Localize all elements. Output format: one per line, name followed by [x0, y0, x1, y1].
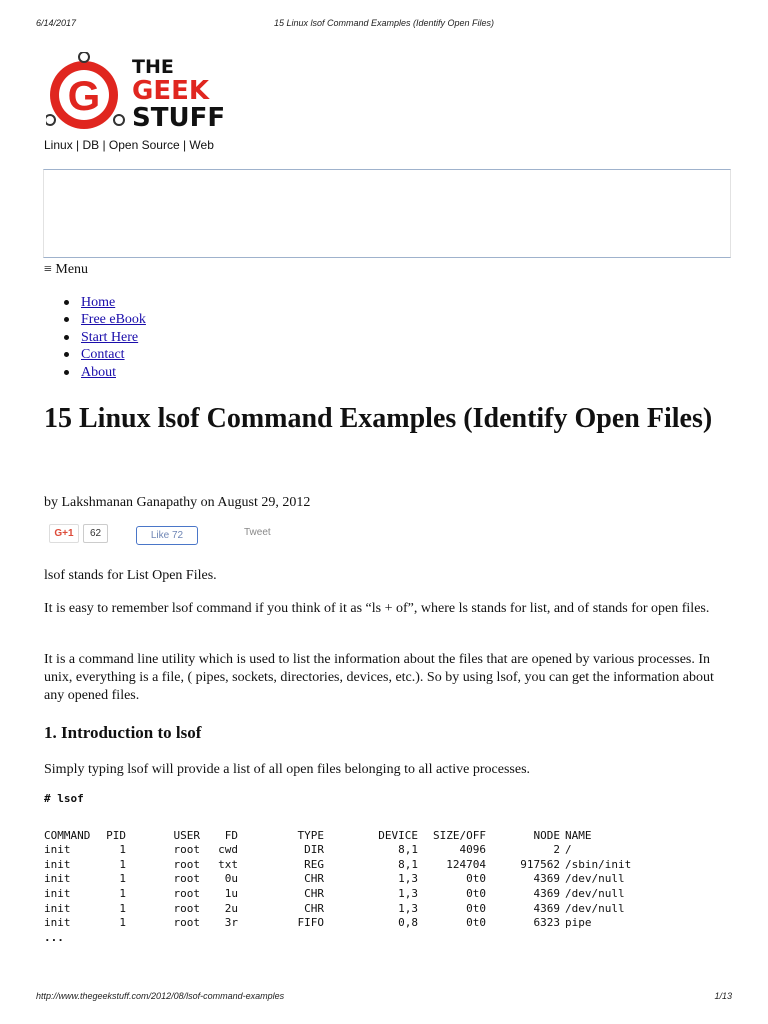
nav-link-free-ebook[interactable]: Free eBook: [81, 312, 146, 328]
code-cell-name: /sbin/init: [565, 857, 632, 871]
code-cell-type: FIFO: [297, 916, 324, 930]
code-cell-name: /dev/null: [565, 886, 625, 900]
logo-letter: G: [67, 72, 101, 119]
code-header-row: [44, 829, 724, 844]
print-date: 6/14/2017: [36, 18, 77, 28]
code-cell-name: /dev/null: [565, 872, 625, 886]
nav-item-free-ebook: [62, 311, 146, 328]
code-col-node: NODE: [533, 828, 560, 842]
print-header: [0, 18, 768, 32]
code-cell-node: 6323: [533, 916, 560, 930]
code-cell-type: DIR: [304, 843, 324, 857]
code-cell-node: 917562: [520, 857, 560, 871]
code-cell-command: init: [44, 843, 71, 857]
code-cell-fd: cwd: [218, 843, 238, 857]
nav-item-home: [62, 294, 146, 311]
code-cell-device: 8,1: [398, 843, 418, 857]
main-nav: [62, 294, 146, 381]
section-heading: 1. Introduction to lsof: [44, 723, 202, 742]
code-block: [44, 792, 724, 945]
print-footer: [0, 991, 768, 1005]
code-cell-fd: 0u: [224, 872, 238, 886]
code-cell-name: /: [565, 843, 572, 857]
code-cell-pid: 1: [119, 872, 126, 886]
code-col-command: COMMAND: [44, 828, 91, 842]
code-col-name: NAME: [565, 828, 592, 842]
code-cell-type: REG: [304, 857, 324, 871]
code-cell-user: root: [173, 843, 200, 857]
menu-toggle[interactable]: ≡ Menu: [44, 262, 89, 277]
nav-link-start-here[interactable]: Start Here: [81, 329, 139, 345]
print-doc-title: 15 Linux lsof Command Examples (Identify Open Files): [273, 18, 495, 28]
code-cell-device: 8,1: [398, 857, 418, 871]
logo-line3: STUFF: [132, 103, 226, 133]
code-cell-size: 4096: [459, 843, 486, 857]
nav-item-contact: [62, 346, 146, 363]
code-cell-command: init: [44, 872, 71, 886]
code-cell-fd: txt: [218, 857, 238, 871]
code-cell-pid: 1: [119, 916, 126, 930]
code-cell-command: init: [44, 916, 71, 930]
logo-line2: GEEK: [132, 76, 210, 106]
code-cell-user: root: [173, 916, 200, 930]
code-cell-pid: 1: [119, 857, 126, 871]
paragraph-description: It is a command line utility which is used to list the information about the files that are opened by various processes. In unix, everything is a file, ( pipes, sockets, directories, devices, etc.). So by using lsof, you can get the information about any opened files.: [44, 652, 714, 703]
site-logo[interactable]: [46, 52, 246, 138]
code-cell-size: 0t0: [466, 916, 486, 930]
code-cell-command: init: [44, 901, 71, 915]
code-cell-user: root: [173, 886, 200, 900]
code-cell-device: 1,3: [398, 901, 418, 915]
code-cell-fd: 1u: [224, 886, 238, 900]
code-rows: [44, 843, 724, 931]
code-cell-type: CHR: [304, 901, 324, 915]
nav-item-about: [62, 364, 146, 381]
code-cell-size: 124704: [446, 857, 486, 871]
code-cell-name: pipe: [565, 916, 592, 930]
code-ellipsis: ...: [44, 930, 64, 944]
code-row: [44, 843, 724, 858]
code-cell-fd: 3r: [224, 916, 238, 930]
tweet-button[interactable]: Tweet: [244, 527, 271, 538]
nav-item-start-here: [62, 329, 146, 346]
code-cell-type: CHR: [304, 872, 324, 886]
code-cell-device: 1,3: [398, 886, 418, 900]
logo-line1: THE: [132, 56, 174, 78]
paragraph-intro: lsof stands for List Open Files.: [44, 568, 217, 583]
code-col-size: SIZE/OFF: [433, 828, 486, 842]
code-cell-fd: 2u: [224, 901, 238, 915]
gplus-button[interactable]: G+1: [49, 524, 79, 543]
code-col-pid: PID: [106, 828, 126, 842]
code-col-type: TYPE: [297, 828, 324, 842]
code-cell-size: 0t0: [466, 886, 486, 900]
code-row: [44, 872, 724, 887]
print-page-number: 1/13: [714, 991, 732, 1001]
code-cell-pid: 1: [119, 886, 126, 900]
code-cell-command: init: [44, 886, 71, 900]
code-cell-node: 2: [553, 843, 560, 857]
paragraph-mnemonic: It is easy to remember lsof command if you think of it as “ls + of”, where ls stands for list, and of stands for open files.: [44, 601, 710, 616]
code-row: [44, 887, 724, 902]
code-row: [44, 858, 724, 873]
gplus-count: 62: [83, 524, 108, 543]
code-col-fd: FD: [224, 828, 238, 842]
code-cell-pid: 1: [119, 843, 126, 857]
print-url: http://www.thegeekstuff.com/2012/08/lsof-command-examples: [36, 991, 285, 1001]
code-cell-node: 4369: [533, 872, 560, 886]
code-row: [44, 916, 724, 931]
code-cell-name: /dev/null: [565, 901, 625, 915]
code-cell-node: 4369: [533, 901, 560, 915]
ad-placeholder: [43, 169, 731, 258]
code-cell-command: init: [44, 857, 71, 871]
code-cell-device: 0,8: [398, 916, 418, 930]
code-cell-device: 1,3: [398, 872, 418, 886]
code-cell-user: root: [173, 857, 200, 871]
like-button[interactable]: Like 72: [136, 526, 198, 545]
code-cell-size: 0t0: [466, 901, 486, 915]
code-prompt: # lsof: [44, 792, 84, 805]
code-cell-user: root: [173, 872, 200, 886]
site-tagline: Linux | DB | Open Source | Web: [44, 138, 214, 152]
code-cell-node: 4369: [533, 886, 560, 900]
section-intro: Simply typing lsof will provide a list of all open files belonging to all active processes.: [44, 762, 531, 777]
code-col-user: USER: [173, 828, 200, 842]
code-col-device: DEVICE: [378, 828, 418, 842]
code-cell-size: 0t0: [466, 872, 486, 886]
nav-link-home[interactable]: Home: [81, 295, 116, 310]
code-row: [44, 902, 724, 917]
code-cell-pid: 1: [119, 901, 126, 915]
nav-link-contact[interactable]: Contact: [81, 347, 125, 363]
code-cell-user: root: [173, 901, 200, 915]
code-cell-type: CHR: [304, 886, 324, 900]
nav-link-about[interactable]: About: [81, 364, 116, 380]
article-byline: by Lakshmanan Ganapathy on August 29, 2012: [44, 495, 311, 510]
article-title: 15 Linux lsof Command Examples (Identify Open Files): [44, 403, 713, 434]
